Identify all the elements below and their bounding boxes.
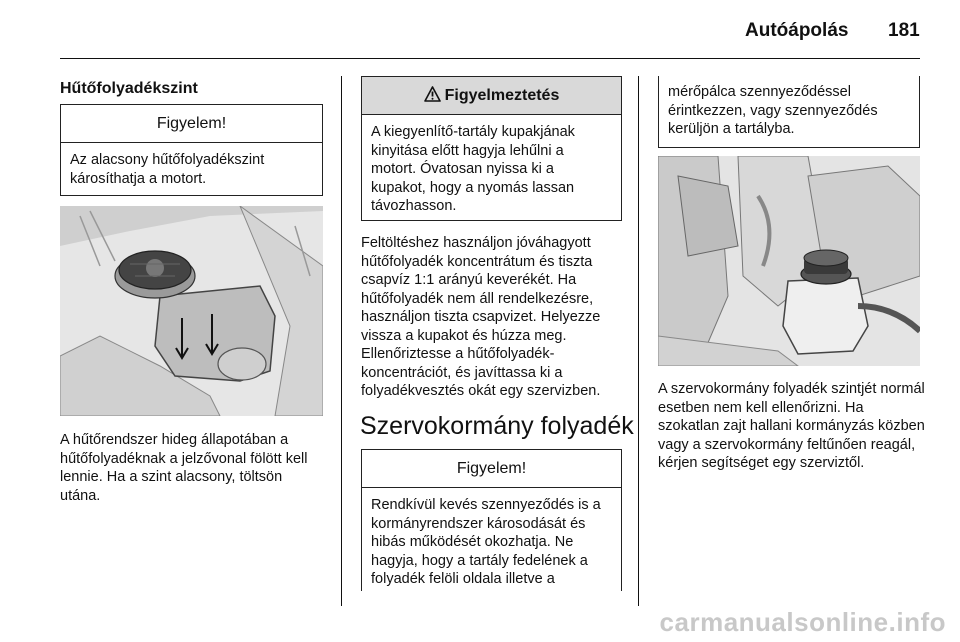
coolant-warning-text: A kiegyenlítő-tartály kupakjának kinyitása előtt hagyja lehűlni a motort. Óvatosan nyissa ki a kupakot, hogy a nyomás lassan távozhasson. bbox=[371, 124, 575, 214]
page-number: 181 bbox=[888, 20, 920, 41]
watermark-text: carmanualsonline.info bbox=[659, 607, 946, 637]
steering-notice-continued-text: mérőpálca szennyeződéssel érintkezzen, vagy szennyeződés kerüljön a tartályba. bbox=[668, 84, 878, 137]
steering-notice-box bbox=[361, 449, 622, 591]
power-steering-heading: Szervokormány folyadék bbox=[360, 412, 634, 440]
power-steering-reservoir-illustration bbox=[658, 156, 920, 366]
steering-notice-title: Figyelem! bbox=[362, 450, 621, 488]
coolant-reservoir-illustration bbox=[60, 206, 323, 416]
steering-notice-text: Rendkívül kevés szennyeződés is a kormányrendszer károsodását és hibás működését okozhatja. Ne hagyja, hogy a tartály fedelének a folyadék felöli oldala illetve a bbox=[371, 497, 601, 587]
coolant-notice-text: Az alacsony hűtőfolyadékszint károsíthatja a motort. bbox=[70, 152, 265, 187]
coolant-warning-header bbox=[362, 77, 621, 115]
header-rule bbox=[60, 58, 920, 59]
steering-notice-continued-box bbox=[658, 76, 920, 148]
running-header-title: Autóápolás bbox=[745, 20, 849, 41]
warning-triangle-icon bbox=[424, 86, 441, 102]
coolant-warning-title: Figyelmeztetés bbox=[444, 87, 560, 104]
column-divider-2 bbox=[638, 76, 639, 606]
power-steering-drawing bbox=[658, 156, 920, 366]
coolant-notice-box bbox=[60, 104, 323, 196]
coolant-refill-paragraph: Feltöltéshez használjon jóváhagyott hűtőfolyadék koncentrátum és tiszta csapvíz 1:1 arányú keverékét. Ha hűtőfolyadék nem áll rendelkezésre, használjon tiszta csapvizet. Helyezze vissza a kupakot és húzza meg. Ellenőriztesse a hűtőfolyadék-koncentrációt, és javíttassa ki a folyadékvesztés okát egy szervizben. bbox=[361, 235, 601, 399]
coolant-warning-box bbox=[361, 76, 622, 221]
coolant-level-paragraph: A hűtőrendszer hideg állapotában a hűtőfolyadéknak a jelzővonal fölött kell lennie. Ha a szint alacsony, töltsön utána. bbox=[60, 432, 308, 504]
coolant-reservoir-drawing bbox=[60, 206, 323, 416]
coolant-heading: Hűtőfolyadékszint bbox=[60, 80, 198, 97]
power-steering-paragraph: A szervokormány folyadék szintjét normál esetben nem kell ellenőrizni. Ha szokatlan zajt hallani kormányzás közben vagy a szervokormány feltűnően reagál, kérjen segítséget egy szerviztől. bbox=[658, 381, 925, 471]
column-divider-1 bbox=[341, 76, 342, 606]
coolant-notice-title: Figyelem! bbox=[61, 105, 322, 143]
